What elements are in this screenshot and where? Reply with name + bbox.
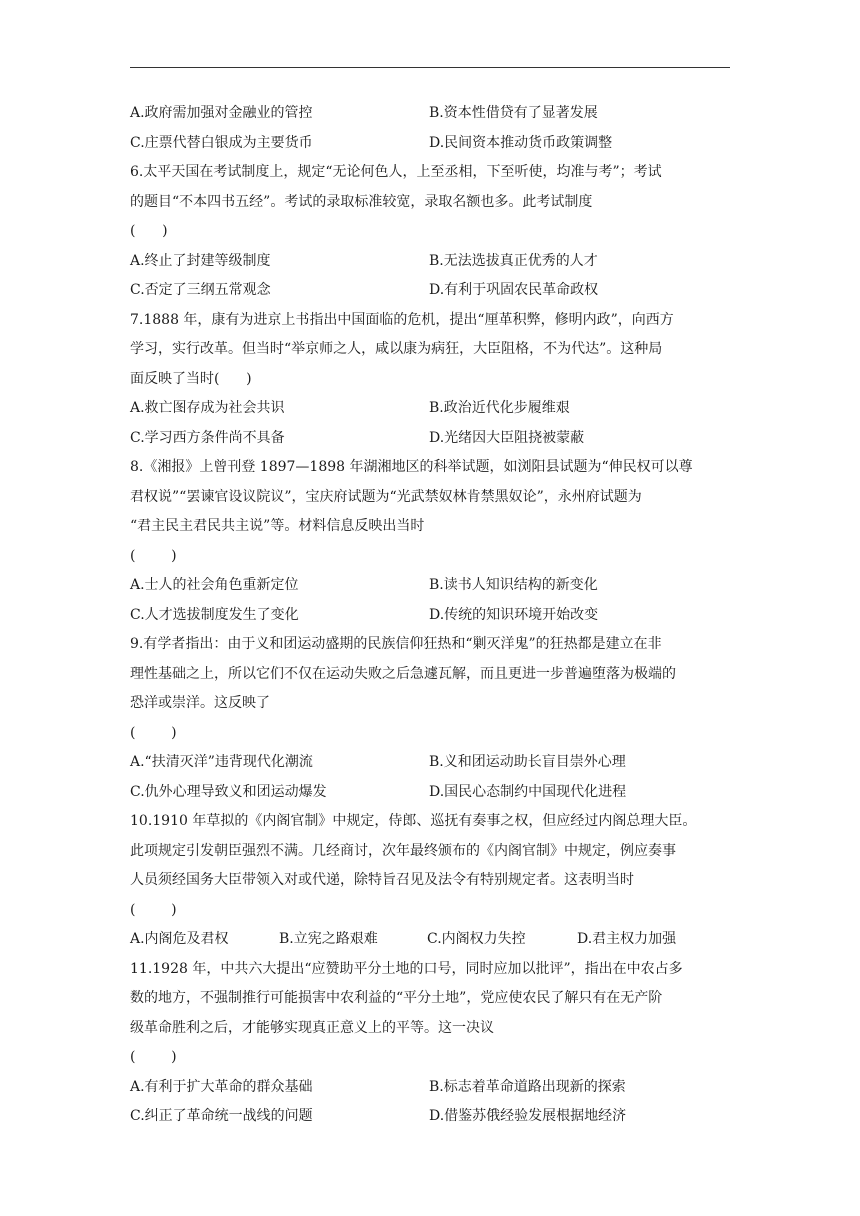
q10-option-c: C.内阁权力失控 [427,931,526,947]
q8-stem-line-1: 8.《湘报》上曾刊登 1897—1898 年湖湘地区的科举试题，如浏阳县试题为“伸民权可以尊 [130,459,693,475]
q9-option-d: D.国民心态制约中国现代化进程 [429,783,627,800]
q10-stem-line-3: 人员须经国务大臣带领入对或代递，除特旨召见及法令有特别规定者。这表明当时 [130,872,634,888]
q11-option-b: B.标志着革命道路出现新的探索 [429,1078,626,1095]
q5-option-b: B.资本性借贷有了显著发展 [429,105,598,121]
q5-options-row-2 [130,129,730,159]
q9-option-b: B.义和团运动助长盲目崇外心理 [429,754,626,770]
q11-stem-line-2: 数的地方，不强制推行可能损害中农利益的“平分土地”，党应使农民了解只有在无产阶 [130,990,663,1006]
q9-options-row-2 [130,778,730,808]
q7-options-row-1 [130,394,730,424]
q8-option-d: D.传统的知识环境开始改变 [429,606,599,623]
q6-answer-blank: ( ) [130,223,168,239]
q5-option-c: C.庄票代替白银成为主要货币 [130,134,313,151]
q5-options-row-1 [130,99,730,129]
q8-option-c: C.人才选拔制度发生了变化 [130,606,299,623]
q10-stem-line-1: 10.1910 年草拟的《内阁官制》中规定，侍郎、巡抚有奏事之权，但应经过内阁总理大臣。 [130,813,697,829]
q7-option-c: C.学习西方条件尚不具备 [130,429,285,446]
q8-option-b: B.读书人知识结构的新变化 [429,577,598,593]
q8-stem-line-2: 君权说”“罢谏官设议院议”，宝庆府试题为“光武禁奴林肯禁黑奴论”，永州府试题为 [130,488,642,505]
q11-stem-line-3: 级革命胜利之后，才能够实现真正意义上的平等。这一决议 [130,1019,494,1036]
q8-options-row-2 [130,601,730,631]
q9-option-c: C.仇外心理导致义和团运动爆发 [130,783,327,800]
q6-stem-line-1: 6.太平天国在考试制度上，规定“无论何色人，上至丞相，下至听使，均准与考”；考试 [130,164,662,180]
q10-answer-blank: ( ) [130,901,177,918]
q5-option-a: A.政府需加强对金融业的管控 [130,105,313,121]
q11-stem-line-1: 11.1928 年，中共六大提出“应赞助平分土地的口号，同时应加以批评”，指出在中农占多 [130,960,683,977]
q5-option-d: D.民间资本推动货币政策调整 [429,134,613,151]
q9-stem-line-2: 理性基础之上，所以它们不仅在运动失败之后急遽瓦解，而且更进一步普遍堕落为极端的 [130,665,676,682]
q10-options-row [130,925,730,955]
q11-option-c: C.纠正了革命统一战线的问题 [130,1108,313,1124]
q7-options-row-2 [130,424,730,454]
q6-option-d: D.有利于巩固农民革命政权 [429,282,599,298]
q6-option-c: C.否定了三纲五常观念 [130,282,271,298]
q7-option-d: D.光绪因大臣阻挠被蒙蔽 [429,429,585,446]
q10-option-b: B.立宪之路艰难 [279,931,378,947]
q10-option-d: D.君主权力加强 [577,931,677,947]
q9-answer-blank: ( ) [130,724,177,741]
q11-answer-blank: ( ) [130,1049,177,1065]
q6-options-row-2 [130,276,730,306]
q6-stem-line-2: 的题目“不本四书五经”。考试的录取标准较宽，录取名额也多。此考试制度 [130,193,593,210]
q7-stem-line-3: 面反映了当时( ) [130,370,252,387]
q7-stem-line-2: 学习，实行改革。但当时“举京师之人，咸以康为病狂，大臣阻格，不为代达”。这种局 [130,341,663,357]
q9-option-a: A.“扶清灭洋”违背现代化潮流 [130,754,313,770]
q8-options-row-1 [130,571,730,601]
q7-stem-line-1: 7.1888 年，康有为进京上书指出中国面临的危机，提出“厘革积弊，修明内政”，向西方 [130,311,674,328]
q9-options-row-1 [130,748,730,778]
q9-stem-line-1: 9.有学者指出：由于义和团运动盛期的民族信仰狂热和“剿灭洋鬼”的狂热都是建立在非 [130,636,662,652]
q7-option-b: B.政治近代化步履维艰 [429,400,570,416]
q11-option-d: D.借鉴苏俄经验发展根据地经济 [429,1108,627,1124]
q11-options-row-1 [130,1073,730,1103]
q11-option-a: A.有利于扩大革命的群众基础 [130,1078,313,1095]
q6-option-b: B.无法选拔真正优秀的人才 [429,252,598,269]
header-rule [130,67,730,68]
q8-option-a: A.士人的社会角色重新定位 [130,577,299,593]
q6-option-a: A.终止了封建等级制度 [130,252,271,269]
q10-stem-line-2: 此项规定引发朝臣强烈不满。几经商讨，次年最终颁布的《内阁官制》中规定，例应奏事 [130,842,676,859]
q11-options-row-2 [130,1102,730,1132]
q9-stem-line-3: 恐洋或崇洋。这反映了 [130,695,270,711]
q10-option-a: A.内阁危及君权 [130,931,229,947]
exam-page-content [130,99,730,1132]
q8-answer-blank: ( ) [130,547,177,564]
q7-option-a: A.救亡图存成为社会共识 [130,400,285,416]
q6-options-row-1 [130,247,730,277]
q8-stem-line-3: “君主民主君民共主说”等。材料信息反映出当时 [130,518,425,534]
